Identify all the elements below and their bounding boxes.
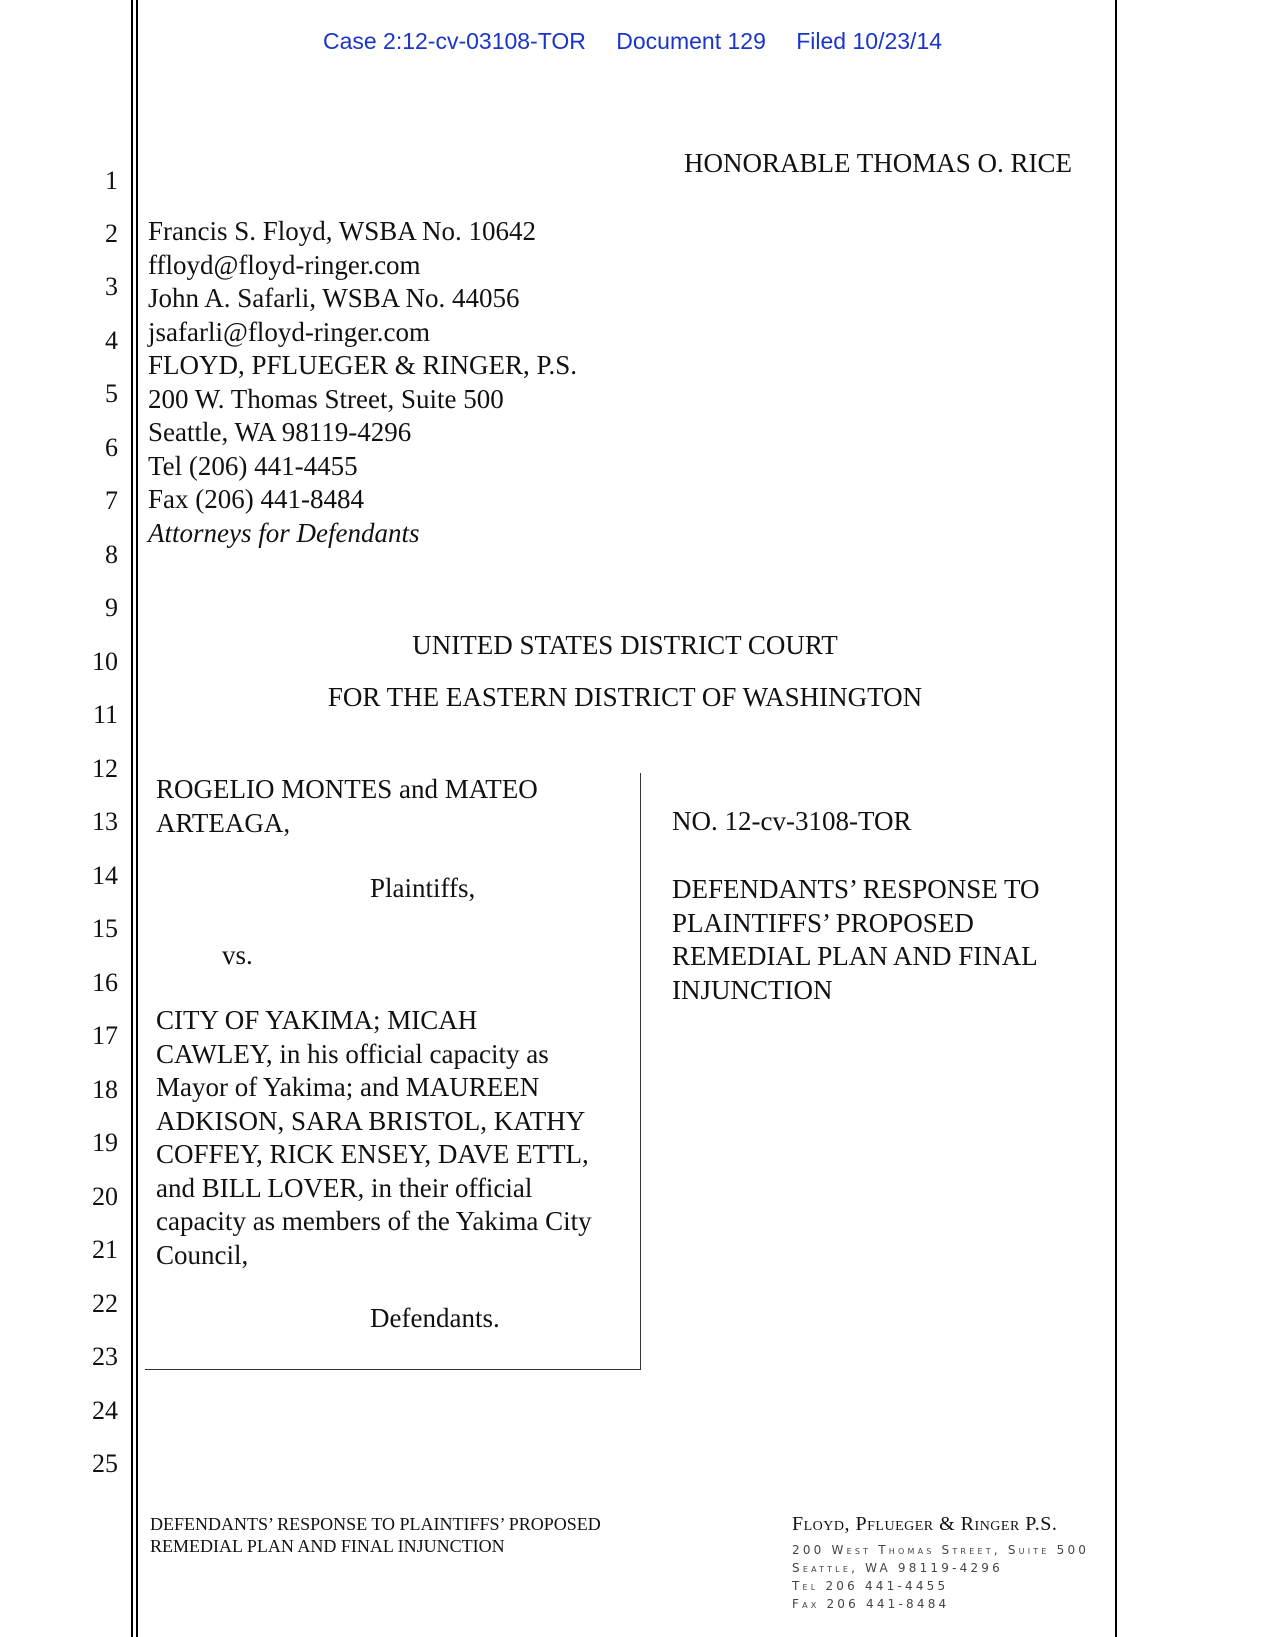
defendants-line: ADKISON, SARA BRISTOL, KATHY bbox=[156, 1105, 586, 1136]
defendants-names bbox=[156, 1004, 592, 1272]
firm-name: FLOYD, PFLUEGER & RINGER, P.S. bbox=[148, 350, 578, 380]
line-number: 1 bbox=[105, 166, 118, 195]
document-title bbox=[672, 873, 1040, 1007]
footer-tel: Tel 206 441-4455 bbox=[792, 1579, 949, 1593]
ecf-header bbox=[0, 28, 1265, 55]
firm-tel: Tel (206) 441-4455 bbox=[148, 450, 358, 481]
document-title-line: INJUNCTION bbox=[672, 974, 833, 1005]
attorney-line: Francis S. Floyd, WSBA No. 10642 bbox=[148, 216, 537, 246]
line-number: 22 bbox=[92, 1289, 118, 1318]
plaintiffs-line: ARTEAGA, bbox=[156, 807, 291, 838]
line-number: 19 bbox=[92, 1128, 118, 1157]
versus: vs. bbox=[222, 940, 253, 970]
plaintiffs-names bbox=[156, 773, 538, 840]
line-number: 13 bbox=[92, 807, 118, 836]
line-number: 16 bbox=[92, 968, 118, 997]
firm-city: Seattle, WA 98119-4296 bbox=[148, 417, 412, 447]
firm-street: 200 W. Thomas Street, Suite 500 bbox=[148, 383, 504, 414]
defendants-line: COFFEY, RICK ENSEY, DAVE ETTL, bbox=[156, 1139, 589, 1169]
line-number: 8 bbox=[105, 540, 118, 569]
line-number: 23 bbox=[92, 1342, 118, 1371]
document-title-line: PLAINTIFFS’ PROPOSED bbox=[672, 907, 974, 938]
defendants-line: Council, bbox=[156, 1239, 249, 1270]
left-margin-rule-outer bbox=[131, 0, 133, 1637]
attorney-email[interactable]: jsafarli@floyd-ringer.com bbox=[148, 316, 431, 347]
line-number: 21 bbox=[92, 1235, 118, 1264]
judge-name: HONORABLE THOMAS O. RICE bbox=[684, 148, 1073, 178]
plaintiffs-line: ROGELIO MONTES and MATEO bbox=[156, 774, 538, 804]
footer-firm-name: Floyd, Pflueger & Ringer P.S. bbox=[792, 1513, 1058, 1535]
defendants-line: CAWLEY, in his official capacity as bbox=[156, 1038, 549, 1069]
line-number: 6 bbox=[105, 433, 118, 462]
line-number: 3 bbox=[105, 272, 118, 301]
case-number: NO. 12-cv-3108-TOR bbox=[672, 806, 912, 836]
line-number: 25 bbox=[92, 1449, 118, 1478]
document-number-link[interactable]: Document 129 bbox=[616, 28, 766, 54]
line-number: 2 bbox=[105, 219, 118, 248]
court-name: UNITED STATES DISTRICT COURT bbox=[412, 630, 838, 660]
footer-fax: Fax 206 441-8484 bbox=[792, 1597, 950, 1611]
attorney-email[interactable]: ffloyd@floyd-ringer.com bbox=[148, 249, 421, 280]
court-district: FOR THE EASTERN DISTRICT OF WASHINGTON bbox=[327, 682, 923, 712]
filed-date-link[interactable]: Filed 10/23/14 bbox=[796, 28, 943, 54]
line-number: 20 bbox=[92, 1182, 118, 1211]
line-number: 4 bbox=[105, 326, 118, 355]
line-number: 10 bbox=[92, 647, 118, 676]
defendants-line: Mayor of Yakima; and MAUREEN bbox=[156, 1072, 540, 1102]
line-number: 12 bbox=[92, 754, 118, 783]
left-margin-rule-inner bbox=[136, 0, 138, 1637]
plaintiffs-label: Plaintiffs, bbox=[370, 873, 476, 903]
line-number: 14 bbox=[92, 861, 118, 890]
document-title-line: DEFENDANTS’ RESPONSE TO bbox=[672, 874, 1040, 904]
line-number: 5 bbox=[105, 379, 118, 408]
line-number: 9 bbox=[105, 593, 118, 622]
footer-document-title bbox=[150, 1513, 601, 1557]
defendants-label: Defendants. bbox=[370, 1303, 500, 1333]
attorney-role: Attorneys for Defendants bbox=[148, 517, 420, 548]
footer-title-line: DEFENDANTS’ RESPONSE TO PLAINTIFFS’ PROPOSED bbox=[150, 1514, 601, 1534]
case-number-link[interactable]: Case 2:12-cv-03108-TOR bbox=[322, 28, 586, 54]
right-margin-rule bbox=[1115, 0, 1117, 1637]
defendants-line: capacity as members of the Yakima City bbox=[156, 1206, 592, 1236]
attorney-block bbox=[148, 215, 577, 550]
footer-address-city: Seattle, WA 98119-4296 bbox=[792, 1561, 1003, 1575]
document-title-line: REMEDIAL PLAN AND FINAL bbox=[672, 941, 1038, 971]
line-number: 24 bbox=[92, 1396, 118, 1425]
defendants-line: and BILL LOVER, in their official bbox=[156, 1172, 533, 1203]
line-number: 17 bbox=[92, 1021, 118, 1050]
line-number: 7 bbox=[105, 486, 118, 515]
attorney-line: John A. Safarli, WSBA No. 44056 bbox=[148, 283, 520, 313]
footer-title-line: REMEDIAL PLAN AND FINAL INJUNCTION bbox=[150, 1536, 505, 1556]
line-number: 11 bbox=[92, 700, 118, 729]
line-number: 18 bbox=[92, 1075, 118, 1104]
line-number: 15 bbox=[92, 914, 118, 943]
defendants-line: CITY OF YAKIMA; MICAH bbox=[156, 1005, 478, 1035]
firm-fax: Fax (206) 441-8484 bbox=[148, 484, 364, 514]
footer-address-street: 200 West Thomas Street, Suite 500 bbox=[792, 1543, 1090, 1557]
